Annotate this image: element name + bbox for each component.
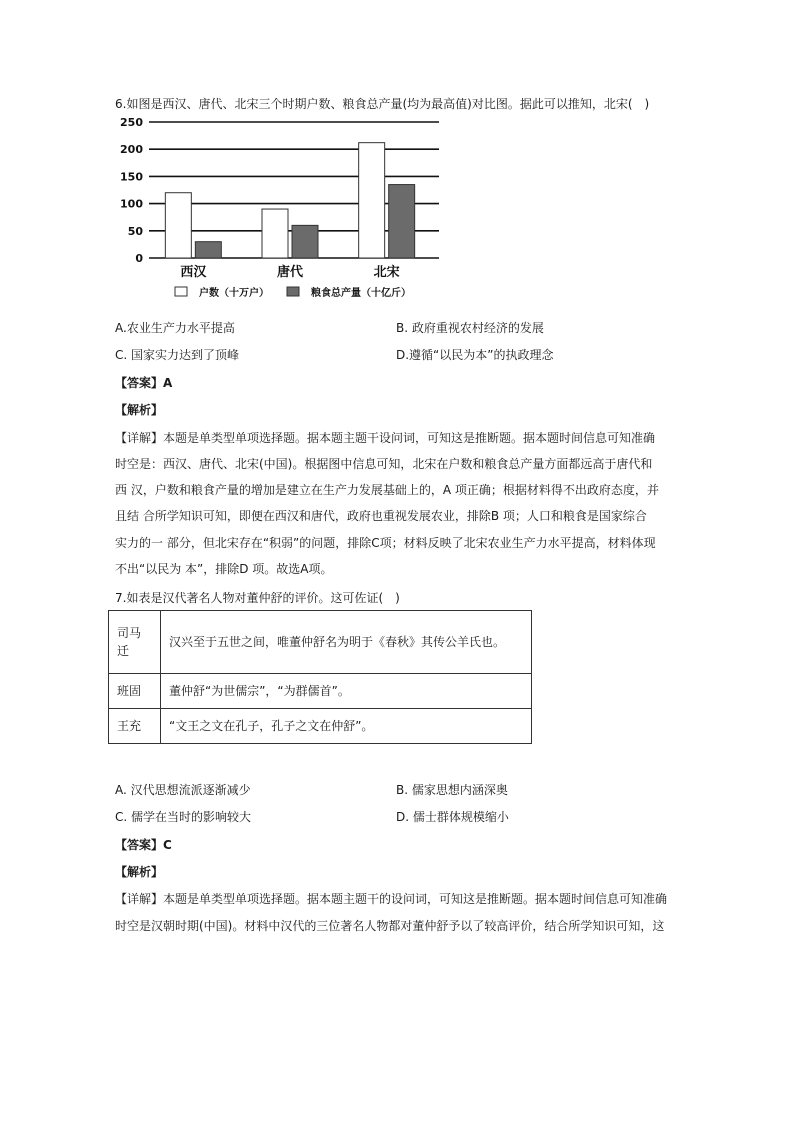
x-category-label: 西汉 [180,265,207,280]
bar-households [359,143,385,258]
bar-chart [115,112,445,312]
table-row [109,709,532,744]
q6-option-a[interactable]: A.农业生产力水平提高 [115,321,235,335]
q6-detail-line: 时空是：西汉、唐代、北宋(中国)。根据图中信息可知，北宋在户数和粮食总产量方面都远高于唐代和 [115,457,653,471]
x-category-label: 北宋 [373,265,400,280]
y-tick-label: 150 [120,170,143,184]
y-tick-label: 100 [120,197,143,211]
table-cell-person: 王充 [109,709,161,744]
x-category-label: 唐代 [276,265,304,280]
q6-analysis-label: 【解析】 [115,403,164,417]
q7-option-a[interactable]: A. 汉代思想流派逐渐减少 [115,783,251,797]
y-tick-label: 200 [120,143,143,157]
q7-detail-line: 时空是汉朝时期(中国)。材料中汉代的三位著名人物都对董仲舒予以了较高评价，结合所学知识可知，这 [115,919,665,933]
evaluation-table [108,610,532,744]
q6-option-b[interactable]: B. 政府重视农村经济的发展 [396,321,544,335]
q7-option-c[interactable]: C. 儒学在当时的影响较大 [115,810,252,824]
q6-option-d[interactable]: D.遵循“以民为本”的执政理念 [396,348,554,362]
bar-households [165,193,191,258]
q7-analysis-label: 【解析】 [115,865,164,879]
question-7-stem: 7.如表是汉代著名人物对董仲舒的评价。这可佐证( ) [115,591,400,605]
q6-answer: 【答案】A [115,376,173,390]
bar-households [262,209,288,258]
table-cell-person: 班固 [109,674,161,709]
chart-legend [175,286,411,299]
table-row [109,611,532,674]
bar-grain [195,242,221,258]
q6-detail-line: 西 汉，户数和粮食产量的增加是建立在生产力发展基础上的，A 项正确；根据材料得不出政府态度，并 [115,483,659,497]
table-cell-person: 司马迁 [109,611,161,674]
legend-swatch [287,287,299,296]
chart-bars [165,143,414,258]
q7-answer: 【答案】C [115,838,172,852]
q6-detail-line: 不出“以民为 本”，排除D 项。故选A项。 [115,562,333,576]
q7-option-d[interactable]: D. 儒士群体规模缩小 [396,810,509,824]
legend-swatch [175,287,187,296]
bar-grain [292,225,318,258]
bar-grain [389,185,415,258]
legend-label: 粮食总产量（十亿斤） [311,288,411,299]
q7-detail-line: 【详解】本题是单类型单项选择题。据本题主题干的设问词，可知这是推断题。据本题时间信息可知准确 [115,892,668,906]
table-cell-quote: 汉兴至于五世之间，唯董仲舒名为明于《春秋》其传公羊氏也。 [161,611,532,674]
y-tick-label: 250 [120,116,143,129]
chart-y-ticks [120,116,143,265]
q6-detail-line: 且结 合所学知识可知，即便在西汉和唐代，政府也重视发展农业，排除B 项；人口和粮食是国家综合 [115,509,647,523]
y-tick-label: 0 [135,252,143,265]
chart-x-labels [180,264,399,280]
q6-option-c[interactable]: C. 国家实力达到了顶峰 [115,348,240,362]
q6-detail-line: 实力的一 部分，但北宋存在“积弱”的问题，排除C项；材料反映了北宋农业生产力水平提高，材料体现 [115,536,656,550]
table-row [109,674,532,709]
table-cell-quote: 董仲舒“为世儒宗”，“为群儒首”。 [161,674,532,709]
q6-detail-line: 【详解】本题是单类型单项选择题。据本题主题干设问词，可知这是推断题。据本题时间信息可知准确 [115,431,656,445]
question-6-stem: 6.如图是西汉、唐代、北宋三个时期户数、粮食总产量(均为最高值)对比图。据此可以推知，北宋( ) [115,97,650,111]
legend-label: 户数（十万户） [199,288,269,299]
q7-option-b[interactable]: B. 儒家思想内涵深奥 [396,783,508,797]
table-cell-quote: “文王之文在孔子，孔子之文在仲舒”。 [161,709,532,744]
y-tick-label: 50 [127,224,143,238]
